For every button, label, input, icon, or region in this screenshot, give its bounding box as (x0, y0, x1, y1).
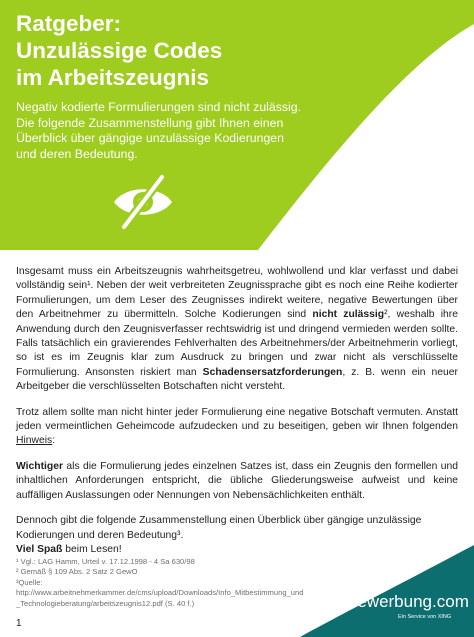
hero-intro-text: Negativ kodierte Formulierungen sind nicht zulässig. Die folgende Zusammenstellung gibt Ihnen einen Überblick über gängige unzulässige Kodierungen und deren Bedeutung. (16, 100, 302, 161)
footnote-3-source-url[interactable]: http://www.arbeitnehmerkammer.de/cms/upload/Downloads/Info_Mitbestimmung_und_Technologieberatung/arbeitszeugnis12.pdf (S. 40 f.) (16, 588, 304, 608)
paragraph-important (16, 460, 458, 503)
p3-bold-important: Wichtiger (16, 460, 64, 472)
footnote-1: ¹ Vgl.: LAG Hamm, Urteil v. 17.12.1998 - 4 Sa 630/98 (16, 557, 195, 566)
p1-text-c: ², weshalb ihre Anwendung durch den Zeugnisverfasser rechtswidrig ist und dringend vermieden werden sollte. Falls tatsächlich ein gravierendes Fehlverhalten des Arbeitnehmers/der Arbeitnehmerin vorliegt, so ist es im Zeugnis klar zum Ausdruck zu bringen und zwar nicht als verschlüsselte Formulierung. Ansonsten riskiert man (16, 309, 458, 378)
title-line-3: im Arbeitszeugnis (16, 65, 209, 90)
title-line-2: Unzulässige Codes (16, 38, 223, 63)
p4-text-rest: beim Lesen! (62, 543, 122, 555)
brand-tagline: Ein Service von XING (398, 614, 452, 620)
footnote-2: ² Gemäß § 109 Abs. 2 Satz 2 GewO (16, 567, 138, 577)
brand-corner (300, 545, 474, 637)
brand-suffix: .com (432, 592, 469, 611)
p1-text-a: Insgesamt muss ein Arbeitszeugnis wahrheitsgetreu, wohlwollend und klar verfasst und dabei vollständig sein¹. Neben der weit verbreiteten Zeugnissprache gibt es noch eine Reihe kodierter Formulierungen, um dem Leser des Zeugnisses indirekt weitere, negative Bewertungen über den Arbeitnehmer zu übermitteln. Solche Kodierungen sind (16, 266, 458, 321)
brand-name: Bewerbung (346, 592, 433, 611)
p2-text-b: : (52, 435, 56, 447)
hint-link[interactable]: Hinweis (16, 435, 53, 447)
page-number: 1 (16, 618, 22, 629)
hero-banner (0, 0, 474, 250)
paragraph-intro (16, 265, 458, 395)
page-title (16, 10, 222, 91)
paragraph-hint (16, 406, 458, 449)
p1-bold-damages: Schadensersatzforderungen (202, 366, 343, 378)
p1-text-d: , z. B. wenn ein neuer Arbeitgeber die verschlüsselten Botschaften nicht versteht. (16, 366, 458, 393)
p4-bold-enjoy: Viel Spaß (16, 543, 63, 555)
p3-text: als die Formulierung jedes einzelnen Satzes ist, dass ein Zeugnis den formellen und inhaltlichen Anforderungen entspricht, die übliche Gliederungsweise aufweist und keine auffälligen Auslassungen oder Nennungen von Nebensächlichkeiten enthält. (16, 460, 458, 501)
p2-text-a: Trotz allem sollte man nicht hinter jeder Formulierung eine negative Botschaft vermuten. Anstatt jeden vermeintlichen Geheimcode aufzudecken und zu beseitigen, geben wir Ihnen folgenden (16, 406, 458, 433)
brand-background (300, 545, 474, 637)
p1-bold-not-allowed: nicht zulässig (312, 309, 385, 321)
brand-logo[interactable] (346, 592, 469, 612)
footnotes (16, 557, 306, 609)
footnote-3-source-label: ³Quelle: (16, 577, 43, 587)
p4-text-1: Dennoch gibt die folgende Zusammenstellung einen Überblick über gängige unzulässige Kodierungen und deren Bedeutung³. (16, 515, 422, 541)
article-body (16, 265, 458, 568)
title-line-1: Ratgeber: (16, 11, 122, 36)
eye-slash-icon (110, 173, 176, 231)
